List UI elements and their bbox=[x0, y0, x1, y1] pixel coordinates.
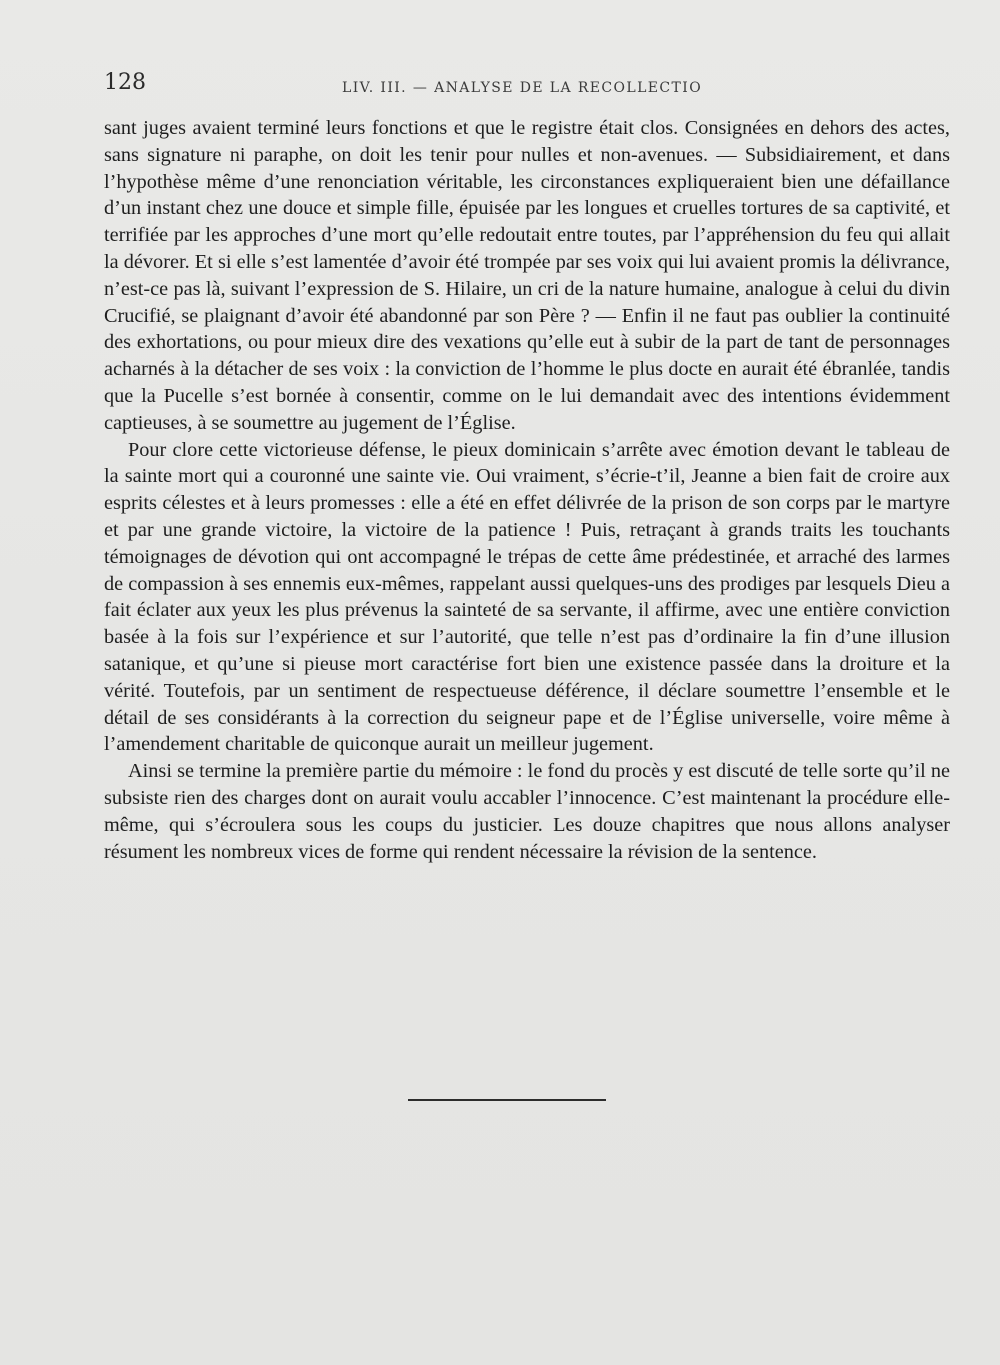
running-head bbox=[104, 70, 950, 104]
body-text bbox=[104, 115, 950, 865]
page-number: 128 bbox=[104, 70, 146, 95]
paragraph-defense-conclusion: Pour clore cette victorieuse défense, le pieux dominicain s’arrête avec émotion devant le tableau de la sainte mort qui a couronné une sainte vie. Oui vraiment, s’écrie-t’il, Jeanne a bien fait de croire aux esprits célestes et à leurs promesses : elle a été en effet délivrée de la prison de son corps par le martyre et par une grande victoire, la victoire de la patience ! Puis, retraçant à grands traits les touchants témoignages de dévotion qui ont accompagné le trépas de cette âme prédestinée, et arraché des larmes de compassion à ses ennemis eux-mêmes, rappelant aussi quelques-uns des prodiges par lesquels Dieu a fait éclater aux yeux les plus prévenus la sainteté de sa servante, il affirme, avec une entière conviction basée à la fois sur l’expérience et sur l’autorité, que telle n’est pas d’ordinaire la fin d’une illusion satanique, et qu’une si pieuse mort caractérise fort bien une existence passée dans la droiture et la vérité. Toutefois, par un sentiment de respectueuse déférence, il déclare soumettre l’ensemble et le détail de ses considérants à la correction du seigneur pape et de l’Église universelle, voire même à l’amendement charitable de quiconque aurait un meilleur jugement. bbox=[104, 438, 950, 756]
paragraph-continuation: sant juges avaient terminé leurs fonctions et que le registre était clos. Consignées en dehors des actes, sans signature ni paraphe, on doit les tenir pour nulles et non-avenues. — Subsidiairement, et dans l’hypothèse même d’une renonciation véritable, les circonstances expliqueraient bien une défaillance d’un instant chez une douce et simple fille, épuisée par les longues et cruelles tortures de sa captivité, et terrifiée par les approches d’une mort qu’elle redoutait entre toutes, par l’appréhension du feu qui allait la dévorer. Et si elle s’est lamentée d’avoir été trompée par ses voix qui lui avaient promis la délivrance, n’est-ce pas là, suivant l’expression de S. Hilaire, un cri de la nature humaine, analogue à celui du divin Crucifié, se plaignant d’avoir été abandonné par son Père ? — Enfin il ne faut pas oublier la continuité des exhortations, ou pour mieux dire des vexations qu’elle eut à subir de la part de tant de personnages acharnés à la détacher de ses voix : la conviction de l’homme le plus docte en aurait été ébranlée, tandis que la Pucelle s’est bornée à consentir, comme on le lui demandait avec des intentions évidemment captieuses, à se soumettre au jugement de l’Église. bbox=[104, 117, 950, 434]
running-title: LIV. III. — ANALYSE DE LA RECOLLECTIO bbox=[342, 80, 703, 96]
section-end-rule bbox=[408, 1099, 606, 1101]
paragraph-first-part-end: Ainsi se termine la première partie du mémoire : le fond du procès y est discuté de telle sorte qu’il ne subsiste rien des charges dont on aurait voulu accabler l’innocence. C’est maintenant la procédure elle-même, qui s’écroulera sous les coups du justicier. Les douze chapitres que nous allons analyser résument les nombreux vices de forme qui rendent nécessaire la révision de la sentence. bbox=[104, 760, 950, 863]
